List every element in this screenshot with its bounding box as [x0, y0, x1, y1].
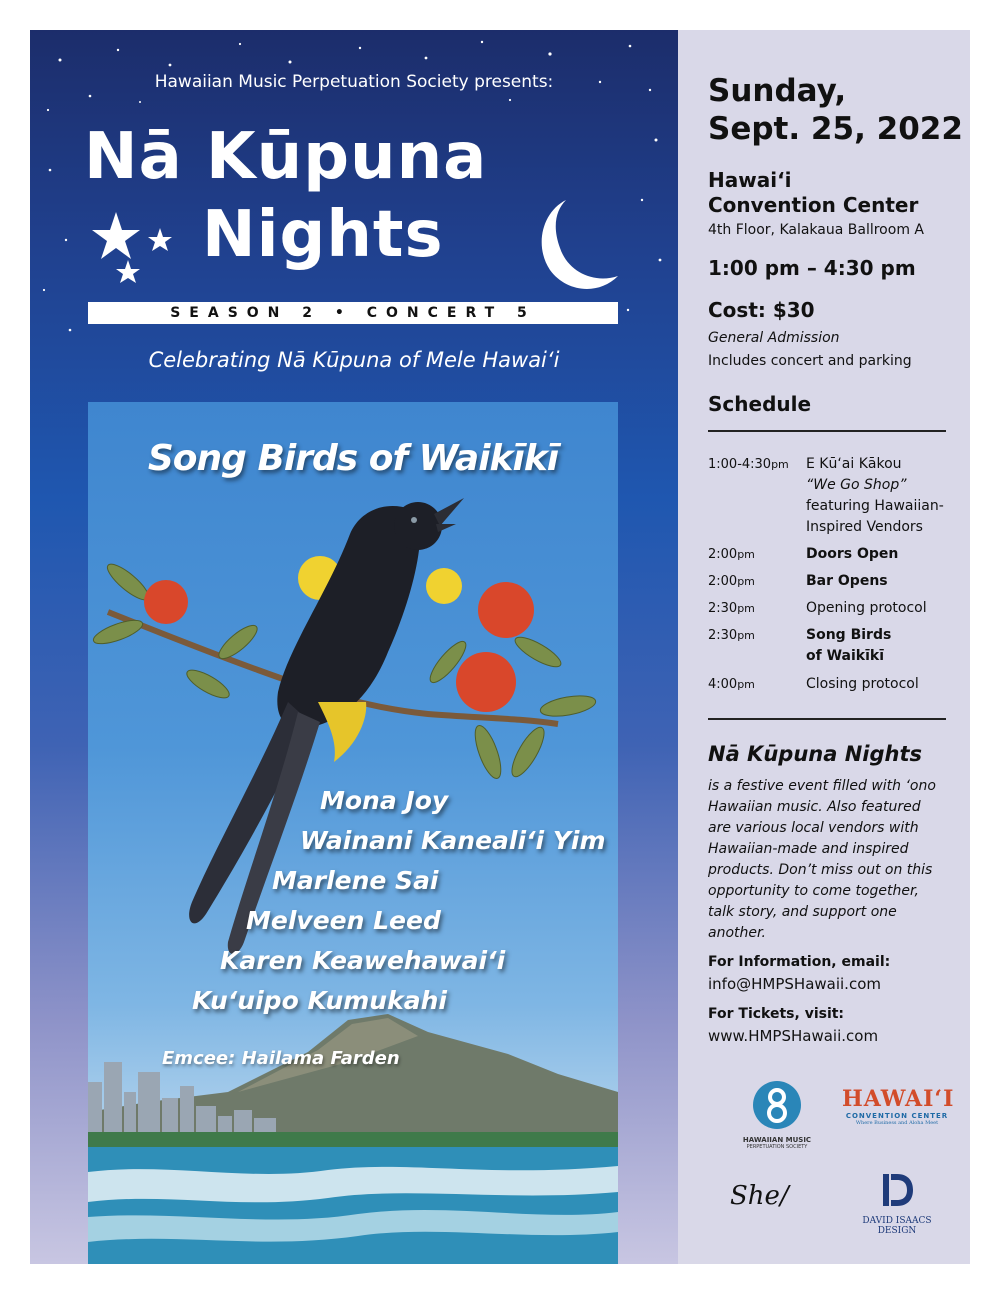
hawaii-convention-center-logo: HAWAI‘I CONVENTION CENTER Where Business and Aloha Meet [842, 1086, 955, 1126]
presenter-line: Hawaiian Music Perpetuation Society presents: [154, 72, 554, 92]
season-concert-bar: SEASON 2 • CONCERT 5 [88, 302, 618, 324]
performer-name: Melveen Leed [246, 906, 441, 935]
hmps-logo: HAWAIIAN MUSIC PERPETUATION SOCIETY [722, 1080, 832, 1150]
david-isaacs-design-logo: DAVID ISAACS DESIGN [844, 1170, 950, 1236]
schedule-heading: Schedule [708, 392, 812, 416]
concert-title: Song Birds of Waikīkī [147, 438, 559, 479]
venue-floor: 4th Floor, Kalakaua Ballroom A [708, 222, 924, 238]
crescent-moon-icon [532, 194, 622, 294]
she-logo [724, 1170, 814, 1220]
schedule-time: 2:00pm [708, 547, 755, 562]
schedule-item [708, 454, 958, 544]
title-line-2: Nights [202, 198, 444, 272]
svg-text:She/: She/ [730, 1181, 789, 1211]
admission-includes: Includes concert and parking [708, 353, 912, 369]
about-heading: Nā Kūpuna Nights [708, 742, 922, 766]
did-logo-icon [877, 1170, 917, 1210]
schedule-time: 2:00pm [708, 574, 755, 589]
artwork-panel [88, 402, 618, 1264]
schedule-event: Bar Opens [806, 573, 888, 589]
tickets-label: For Tickets, visit: [708, 1006, 845, 1022]
event-poster [30, 30, 970, 1264]
schedule-event: E Kū‘ai Kākou “We Go Shop” featuring Hawaiian- Inspired Vendors [806, 456, 944, 535]
stars-icon [88, 208, 188, 288]
venue-line-2: Convention Center [708, 193, 919, 217]
info-label: For Information, email: [708, 954, 891, 970]
venue-line-1: Hawai‘i [708, 168, 792, 192]
schedule-time: 1:00-4:30pm [708, 457, 789, 472]
schedule-event: Doors Open [806, 546, 899, 562]
event-day: Sunday, [708, 73, 847, 109]
performer-name: Ku‘uipo Kumukahi [192, 986, 447, 1015]
poster-right-panel [678, 30, 970, 1264]
event-cost: Cost: $30 [708, 298, 815, 322]
divider [708, 430, 946, 432]
schedule-event: Closing protocol [806, 676, 919, 692]
performer-name: Mona Joy [320, 786, 449, 815]
schedule-time: 2:30pm [708, 601, 755, 616]
schedule-event: Opening protocol [806, 600, 927, 616]
event-venue [708, 168, 918, 218]
divider [708, 718, 946, 720]
schedule-event: Song Birds of Waikīkī [806, 627, 892, 664]
event-time: 1:00 pm – 4:30 pm [708, 256, 916, 280]
about-description: is a festive event filled with ‘ono Hawaiian music. Also featured are various local vendors with Hawaiian-made and inspired products. Don’t miss out on this opportunity to come together, talk story, and support one another. [708, 778, 936, 941]
performer-name: Wainani Kaneali‘i Yim [300, 826, 606, 855]
event-date [708, 72, 963, 148]
hmps-logo-icon [752, 1080, 802, 1130]
tickets-website-link[interactable]: www.HMPSHawaii.com [708, 1027, 879, 1045]
title-line-1: Nā Kūpuna [84, 120, 488, 194]
event-date-value: Sept. 25, 2022 [708, 111, 963, 147]
schedule-time: 2:30pm [708, 628, 755, 643]
performer-name: Marlene Sai [272, 866, 439, 895]
info-email-link[interactable]: info@HMPSHawaii.com [708, 975, 881, 993]
poster-left-panel [30, 30, 678, 1264]
subtitle-celebrating: Celebrating Nā Kūpuna of Mele Hawai‘i [148, 348, 560, 372]
schedule-time: 4:00pm [708, 677, 755, 692]
performer-name: Karen Keawehawai‘i [220, 946, 506, 975]
emcee-line: Emcee: Hailama Farden [162, 1048, 400, 1069]
admission-type: General Admission [708, 330, 840, 346]
